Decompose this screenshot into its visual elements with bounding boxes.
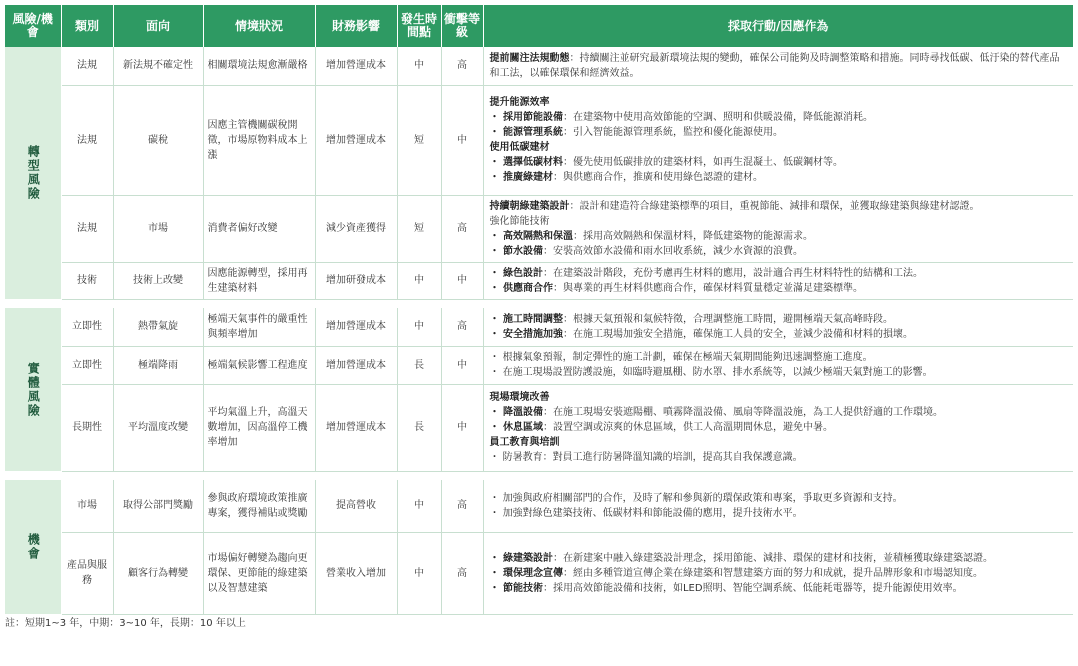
action-line: [490, 51, 1068, 81]
action-line: [490, 140, 1068, 155]
action-line: [490, 405, 1068, 420]
action-heading: ・ 高效隔熱和保溫: [489, 230, 573, 242]
type-cell: 長期性: [61, 384, 113, 471]
time-cell: 中: [397, 308, 441, 346]
action-text: ：持續關注並研究最新環境法規的變動，確保公司能夠及時調整策略和措施。同時尋找低碳、低汙染的替代產品和工法，以確保環保和經濟效益。: [489, 52, 1060, 79]
header-impact: 衝擊等級: [441, 5, 483, 47]
table-row: [5, 346, 1073, 384]
impact-cell: 中: [441, 262, 483, 299]
action-line: [490, 95, 1068, 110]
finance-cell: 增加營運成本: [315, 384, 397, 471]
time-cell: 中: [397, 532, 441, 614]
risk-category-cell: 實體風險: [5, 308, 61, 471]
action-line: [490, 281, 1068, 296]
finance-cell: 提高營收: [315, 480, 397, 532]
table-row: [5, 532, 1073, 614]
action-line: [490, 327, 1068, 342]
action-text: ・ 在施工現場設置防護設施，如臨時避風棚、防水罩、排水系統等，以減少極端天氣對施工的影響。: [489, 367, 933, 378]
time-cell: 短: [397, 195, 441, 262]
table-row: [5, 480, 1073, 532]
action-text: ：與供應商合作，推廣和使用綠色認證的建材。: [552, 172, 763, 183]
action-heading: ・ 節水設備: [489, 245, 543, 257]
aspect-cell: 平均溫度改變: [113, 384, 203, 471]
time-cell: 長: [397, 384, 441, 471]
table-row: [5, 262, 1073, 299]
aspect-cell: 市場: [113, 195, 203, 262]
action-text: ：引入智能能源管理系統，監控和優化能源使用。: [562, 127, 783, 138]
action-text: ・ 加強對綠色建築技術、低碳材料和節能設備的應用，提升技術水平。: [489, 507, 803, 519]
header-situation: 情境狀況: [203, 5, 315, 47]
situation-cell: 市場偏好轉變為趨向更環保、更節能的綠建築以及智慧建築: [203, 532, 315, 614]
table-row: [5, 195, 1073, 262]
action-text: 強化節能技術: [489, 215, 550, 227]
action-text: ・ 根據氣象預報，制定彈性的施工計劃，確保在極端天氣期間能夠迅速調整施工進度。: [489, 352, 873, 363]
action-heading: ・ 供應商合作: [489, 282, 553, 294]
action-heading: ・ 採用節能設備: [489, 112, 563, 123]
header-time: 發生時間點: [397, 5, 441, 47]
action-text: ：優先使用低碳排放的建築材料，如再生混凝土、低碳鋼材等。: [562, 157, 843, 168]
table-header-row: [5, 5, 1073, 47]
action-heading: 提前關注法規動態: [489, 52, 570, 64]
action-cell: [483, 195, 1073, 262]
action-text: ：在施工現場加強安全措施，確保施工人員的安全，並減少設備和材料的損壞。: [562, 328, 913, 340]
action-line: [490, 312, 1068, 327]
action-line: [490, 214, 1068, 229]
action-text: ：在新建案中融入綠建築設計理念，採用節能、減排、環保的建材和技術，並積極獲取綠建築認證。: [552, 552, 993, 564]
action-line: [490, 125, 1068, 140]
action-line: [490, 266, 1068, 281]
type-cell: 立即性: [61, 308, 113, 346]
situation-cell: 相關環境法規愈漸嚴格: [203, 47, 315, 85]
action-heading: ・ 降溫設備: [489, 407, 543, 418]
group-spacer-cell: [5, 299, 1073, 308]
situation-cell: 消費者偏好改變: [203, 195, 315, 262]
action-heading: ・ 環保理念宣傳: [489, 567, 563, 579]
aspect-cell: 取得公部門獎勵: [113, 480, 203, 532]
table-row: [5, 384, 1073, 471]
action-line: [490, 551, 1068, 566]
group-spacer: [5, 299, 1073, 308]
action-text: ：採用高效節能設備和技術，如LED照明、智能空調系統、低能耗電器等，提升能源使用效率。: [542, 582, 963, 594]
action-line: [490, 420, 1068, 435]
action-text: ：與專業的再生材料供應商合作，確保材料質量穩定並滿足建築標準。: [552, 282, 863, 294]
action-heading: ・ 能源管理系統: [489, 127, 563, 138]
header-type: 類別: [61, 5, 113, 47]
impact-cell: 高: [441, 480, 483, 532]
action-text: ・ 防暑教育：對員工進行防暑降溫知識的培訓，提高其自我保護意識。: [489, 452, 803, 463]
time-cell: 中: [397, 480, 441, 532]
action-line: [490, 229, 1068, 244]
aspect-cell: 碳稅: [113, 85, 203, 195]
action-heading: ・ 安全措施加強: [489, 328, 563, 340]
action-cell: [483, 384, 1073, 471]
table-body: [5, 47, 1073, 614]
risk-category-cell: 轉型風險: [5, 47, 61, 299]
impact-cell: 中: [441, 384, 483, 471]
action-line: [490, 491, 1068, 506]
action-heading: 提升能源效率: [489, 97, 550, 108]
situation-cell: 極端氣候影響工程進度: [203, 346, 315, 384]
aspect-cell: 技術上改變: [113, 262, 203, 299]
action-text: ：安裝高效節水設備和雨水回收系統，減少水資源的浪費。: [542, 245, 803, 257]
footnote: 註：短期1~3 年，中期：3~10 年，長期：10 年以上: [5, 617, 246, 629]
finance-cell: 增加營運成本: [315, 47, 397, 85]
aspect-cell: 新法規不確定性: [113, 47, 203, 85]
action-text: ：設計和建造符合綠建築標準的項目，重視節能、減排和環保，並獲取綠建築與綠建材認證。: [569, 200, 980, 212]
climate-risk-table-wrapper: [5, 5, 1073, 631]
type-cell: 法規: [61, 85, 113, 195]
action-text: ：在建築設計階段，充份考慮再生材料的應用，設計適合再生材料特性的結構和工法。: [542, 267, 923, 279]
finance-cell: 營業收入增加: [315, 532, 397, 614]
situation-cell: 因應主管機關碳稅開徵，市場原物料成本上漲: [203, 85, 315, 195]
impact-cell: 高: [441, 532, 483, 614]
action-heading: ・ 推廣綠建材: [489, 172, 553, 183]
type-cell: 市場: [61, 480, 113, 532]
action-line: [490, 244, 1068, 259]
action-heading: 現場環境改善: [489, 392, 550, 403]
action-cell: [483, 262, 1073, 299]
header-aspect: 面向: [113, 5, 203, 47]
finance-cell: 增加研發成本: [315, 262, 397, 299]
header-finance: 財務影響: [315, 5, 397, 47]
finance-cell: 增加營運成本: [315, 85, 397, 195]
impact-cell: 中: [441, 85, 483, 195]
header-risk: 風險/機會: [5, 5, 61, 47]
finance-cell: 增加營運成本: [315, 346, 397, 384]
time-cell: 中: [397, 47, 441, 85]
action-cell: [483, 308, 1073, 346]
time-cell: 中: [397, 262, 441, 299]
situation-cell: 平均氣溫上升，高溫天數增加，因高溫停工機率增加: [203, 384, 315, 471]
aspect-cell: 極端降雨: [113, 346, 203, 384]
time-cell: 短: [397, 85, 441, 195]
action-line: [490, 506, 1068, 521]
action-line: [490, 581, 1068, 596]
risk-category-cell: 機會: [5, 480, 61, 614]
action-line: [490, 350, 1068, 365]
action-line: [490, 155, 1068, 170]
action-text: ：在施工現場安裝遮陽棚、噴霧降溫設備、風扇等降溫設施，為工人提供舒適的工作環境。: [542, 407, 943, 418]
action-cell: [483, 346, 1073, 384]
action-heading: 持續朝綠建築設計: [489, 200, 570, 212]
situation-cell: 極端天氣事件的嚴重性與頻率增加: [203, 308, 315, 346]
action-cell: [483, 480, 1073, 532]
table-row: [5, 47, 1073, 85]
action-heading: 員工教育與培訓: [489, 437, 560, 448]
situation-cell: 因應能源轉型，採用再生建築材料: [203, 262, 315, 299]
action-text: ：設置空調或涼爽的休息區域，供工人高溫期間休息，避免中暑。: [542, 422, 833, 433]
action-line: [490, 390, 1068, 405]
group-spacer-cell: [5, 471, 1073, 480]
action-cell: [483, 47, 1073, 85]
type-cell: 立即性: [61, 346, 113, 384]
finance-cell: 增加營運成本: [315, 308, 397, 346]
impact-cell: 高: [441, 195, 483, 262]
action-line: [490, 110, 1068, 125]
climate-risk-table: [5, 5, 1073, 615]
aspect-cell: 顧客行為轉變: [113, 532, 203, 614]
type-cell: 法規: [61, 195, 113, 262]
action-line: [490, 435, 1068, 450]
type-cell: 法規: [61, 47, 113, 85]
action-line: [490, 450, 1068, 465]
type-cell: 技術: [61, 262, 113, 299]
header-action: 採取行動/因應作為: [483, 5, 1073, 47]
impact-cell: 高: [441, 308, 483, 346]
action-cell: [483, 85, 1073, 195]
action-heading: ・ 綠建築設計: [489, 552, 553, 564]
action-line: [490, 365, 1068, 380]
time-cell: 長: [397, 346, 441, 384]
finance-cell: 減少資產獲得: [315, 195, 397, 262]
action-heading: ・ 休息區域: [489, 422, 543, 433]
group-spacer: [5, 471, 1073, 480]
aspect-cell: 熱帶氣旋: [113, 308, 203, 346]
table-row: [5, 308, 1073, 346]
impact-cell: 中: [441, 346, 483, 384]
action-heading: 使用低碳建材: [489, 142, 550, 153]
action-heading: ・ 選擇低碳材料: [489, 157, 563, 168]
action-text: ：經由多種管道宣傳企業在綠建築和智慧建築方面的努力和成就，提升品牌形象和市場認知度。: [562, 567, 983, 579]
action-cell: [483, 532, 1073, 614]
action-heading: ・ 綠色設計: [489, 267, 543, 279]
action-heading: ・ 施工時間調整: [489, 313, 563, 325]
situation-cell: 參與政府環境政策推廣專案，獲得補貼或獎勵: [203, 480, 315, 532]
action-line: [490, 199, 1068, 214]
table-row: [5, 85, 1073, 195]
action-text: ・ 加強與政府相關部門的合作，及時了解和參與新的環保政策和專案，爭取更多資源和支持。: [489, 492, 903, 504]
action-text: ：在建築物中使用高效節能的空調、照明和供暖設備，降低能源消耗。: [562, 112, 873, 123]
type-cell: 產品與服務: [61, 532, 113, 614]
action-heading: ・ 節能技術: [489, 582, 543, 594]
action-line: [490, 566, 1068, 581]
action-text: ：採用高效隔熱和保溫材料，降低建築物的能源需求。: [572, 230, 813, 242]
impact-cell: 高: [441, 47, 483, 85]
action-line: [490, 170, 1068, 185]
action-text: ：根據天氣預報和氣候特徵，合理調整施工時間，避開極端天氣高峰時段。: [562, 313, 893, 325]
